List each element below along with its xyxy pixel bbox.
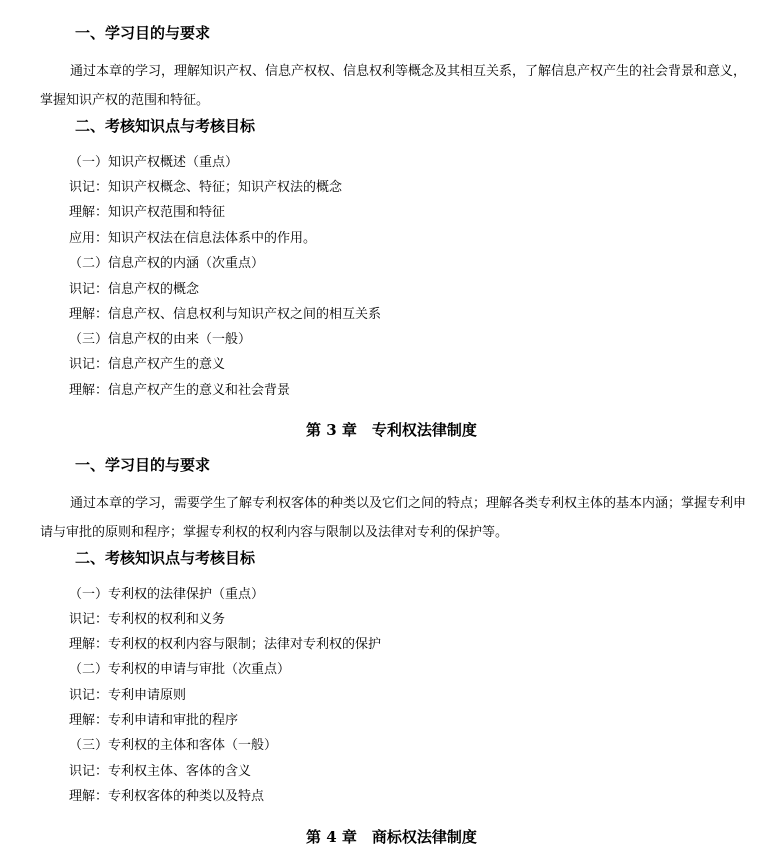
list-item: （一）专利权的法律保护（重点） [69, 587, 265, 602]
list-item: （三）专利权的主体和客体（一般） [69, 738, 278, 753]
chapter3-heading-exam-points: 二、考核知识点与考核目标 [75, 549, 256, 567]
list-item: （二）信息产权的内涵（次重点） [69, 256, 265, 271]
chapter-title-3: 第 3 章 专利权法律制度 [306, 421, 477, 439]
list-item: （一）知识产权概述（重点） [69, 155, 239, 170]
list-item: 识记：专利权的权利和义务 [69, 612, 226, 627]
list-item: （二）专利权的申请与审批（次重点） [69, 662, 291, 677]
section-heading-goals: 一、学习目的与要求 [75, 24, 211, 42]
section-heading-exam-points: 二、考核知识点与考核目标 [75, 117, 256, 135]
section-intro-paragraph: 通过本章的学习，理解知识产权、信息产权权、信息权利等概念及其相互关系，了解信息产权产生的社会背景和意义，掌握知识产权的范围和特征。 [40, 64, 747, 108]
list-item: 识记：专利申请原则 [69, 688, 187, 703]
chapter3-heading-goals: 一、学习目的与要求 [75, 456, 211, 474]
list-item: （三）信息产权的由来（一般） [69, 332, 252, 347]
chapter-title-4: 第 4 章 商标权法律制度 [306, 828, 477, 846]
list-item: 应用：知识产权法在信息法体系中的作用。 [69, 231, 317, 246]
list-item: 识记：专利权主体、客体的含义 [69, 764, 252, 779]
list-item: 识记：知识产权概念、特征；知识产权法的概念 [69, 180, 343, 195]
chapter3-intro-paragraph: 通过本章的学习，需要学生了解专利权客体的种类以及它们之间的特点；理解各类专利权主体的基本内涵；掌握专利申请与审批的原则和程序；掌握专利权的权利内容与限制以及法律对专利的保护等。 [40, 496, 747, 540]
list-item: 理解：信息产权产生的意义和社会背景 [69, 383, 291, 398]
list-item: 理解：专利申请和审批的程序 [69, 713, 239, 728]
list-item: 理解：信息产权、信息权利与知识产权之间的相互关系 [69, 307, 382, 322]
list-item: 识记：信息产权产生的意义 [69, 357, 226, 372]
list-item: 识记：信息产权的概念 [69, 282, 200, 297]
list-item: 理解：专利权的权利内容与限制；法律对专利权的保护 [69, 637, 382, 652]
list-item: 理解：知识产权范围和特征 [69, 205, 226, 220]
list-item: 理解：专利权客体的种类以及特点 [69, 789, 265, 804]
